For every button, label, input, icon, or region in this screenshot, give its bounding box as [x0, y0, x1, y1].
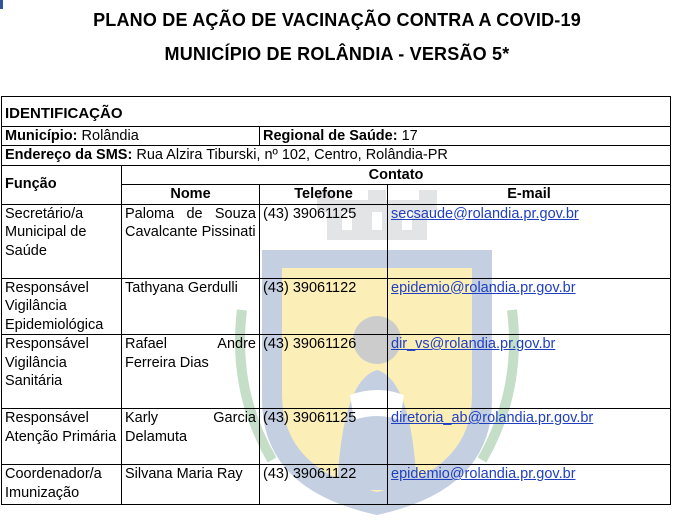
- nome-cell: Karly Garcia Delamuta: [122, 409, 260, 465]
- document-title: PLANO DE AÇÃO DE VACINAÇÃO CONTRA A COVID-19: [93, 10, 581, 30]
- regional-cell: [260, 126, 671, 146]
- funcao-cell: Responsável Vigilância Sanitária: [2, 335, 122, 409]
- email-link[interactable]: secsaude@rolandia.pr.gov.br: [391, 205, 579, 222]
- identification-table: [1, 96, 671, 505]
- nome-cell: Paloma de Souza Cavalcante Pissinati: [122, 204, 260, 278]
- email-cell: [388, 335, 671, 409]
- margin-mark-icon: [0, 0, 3, 9]
- nome-header: Nome: [122, 185, 260, 205]
- email-cell: [388, 465, 671, 505]
- nome-cell: Rafael Andre Ferreira Dias: [122, 335, 260, 409]
- funcao-header: Função: [2, 165, 122, 204]
- telefone-header: Telefone: [260, 185, 388, 205]
- table-row: [2, 409, 671, 465]
- telefone-cell: (43) 39061122: [260, 278, 388, 335]
- email-link[interactable]: diretoria_ab@rolandia.pr.gov.br: [391, 410, 594, 426]
- nome-cell: Tathyana Gerdulli: [122, 278, 260, 335]
- endereco-label: Endereço da SMS:: [5, 147, 133, 163]
- telefone-cell: (43) 39061125: [260, 204, 388, 278]
- telefone-cell: (43) 39061125: [260, 409, 388, 465]
- email-cell: [388, 409, 671, 465]
- endereco-value: Rua Alzira Tiburski, nº 102, Centro, Rolândia-PR: [136, 147, 448, 163]
- email-link[interactable]: epidemio@rolandia.pr.gov.br: [391, 466, 576, 482]
- funcao-cell: Responsável Atenção Primária: [2, 409, 122, 465]
- nome-cell: Silvana Maria Ray: [122, 465, 260, 505]
- funcao-cell: Secretário/a Municipal de Saúde: [2, 204, 122, 278]
- telefone-cell: (43) 39061126: [260, 335, 388, 409]
- table-row: [2, 278, 671, 335]
- regional-value: 17: [401, 127, 418, 144]
- funcao-cell: Responsável Vigilância Epidemiológica: [2, 278, 122, 335]
- email-link[interactable]: epidemio@rolandia.pr.gov.br: [391, 279, 576, 296]
- document-subtitle: MUNICÍPIO DE ROLÂNDIA - VERSÃO 5*: [164, 44, 510, 64]
- municipio-cell: [2, 126, 260, 146]
- table-row: [2, 204, 671, 278]
- contato-header: Contato: [122, 165, 671, 185]
- email-cell: [388, 278, 671, 335]
- regional-label: Regional de Saúde:: [263, 127, 398, 144]
- table-row: [2, 335, 671, 409]
- email-header: E-mail: [388, 185, 671, 205]
- email-link[interactable]: dir_vs@rolandia.pr.gov.br: [391, 336, 556, 352]
- identificacao-heading: IDENTIFICAÇÃO: [2, 97, 671, 127]
- municipio-label: Município:: [5, 127, 78, 144]
- email-cell: [388, 204, 671, 278]
- endereco-cell: [2, 146, 671, 166]
- municipio-value: Rolândia: [81, 127, 139, 144]
- table-row: [2, 465, 671, 505]
- telefone-cell: (43) 39061122: [260, 465, 388, 505]
- funcao-cell: Coordenador/a Imunização: [2, 465, 122, 505]
